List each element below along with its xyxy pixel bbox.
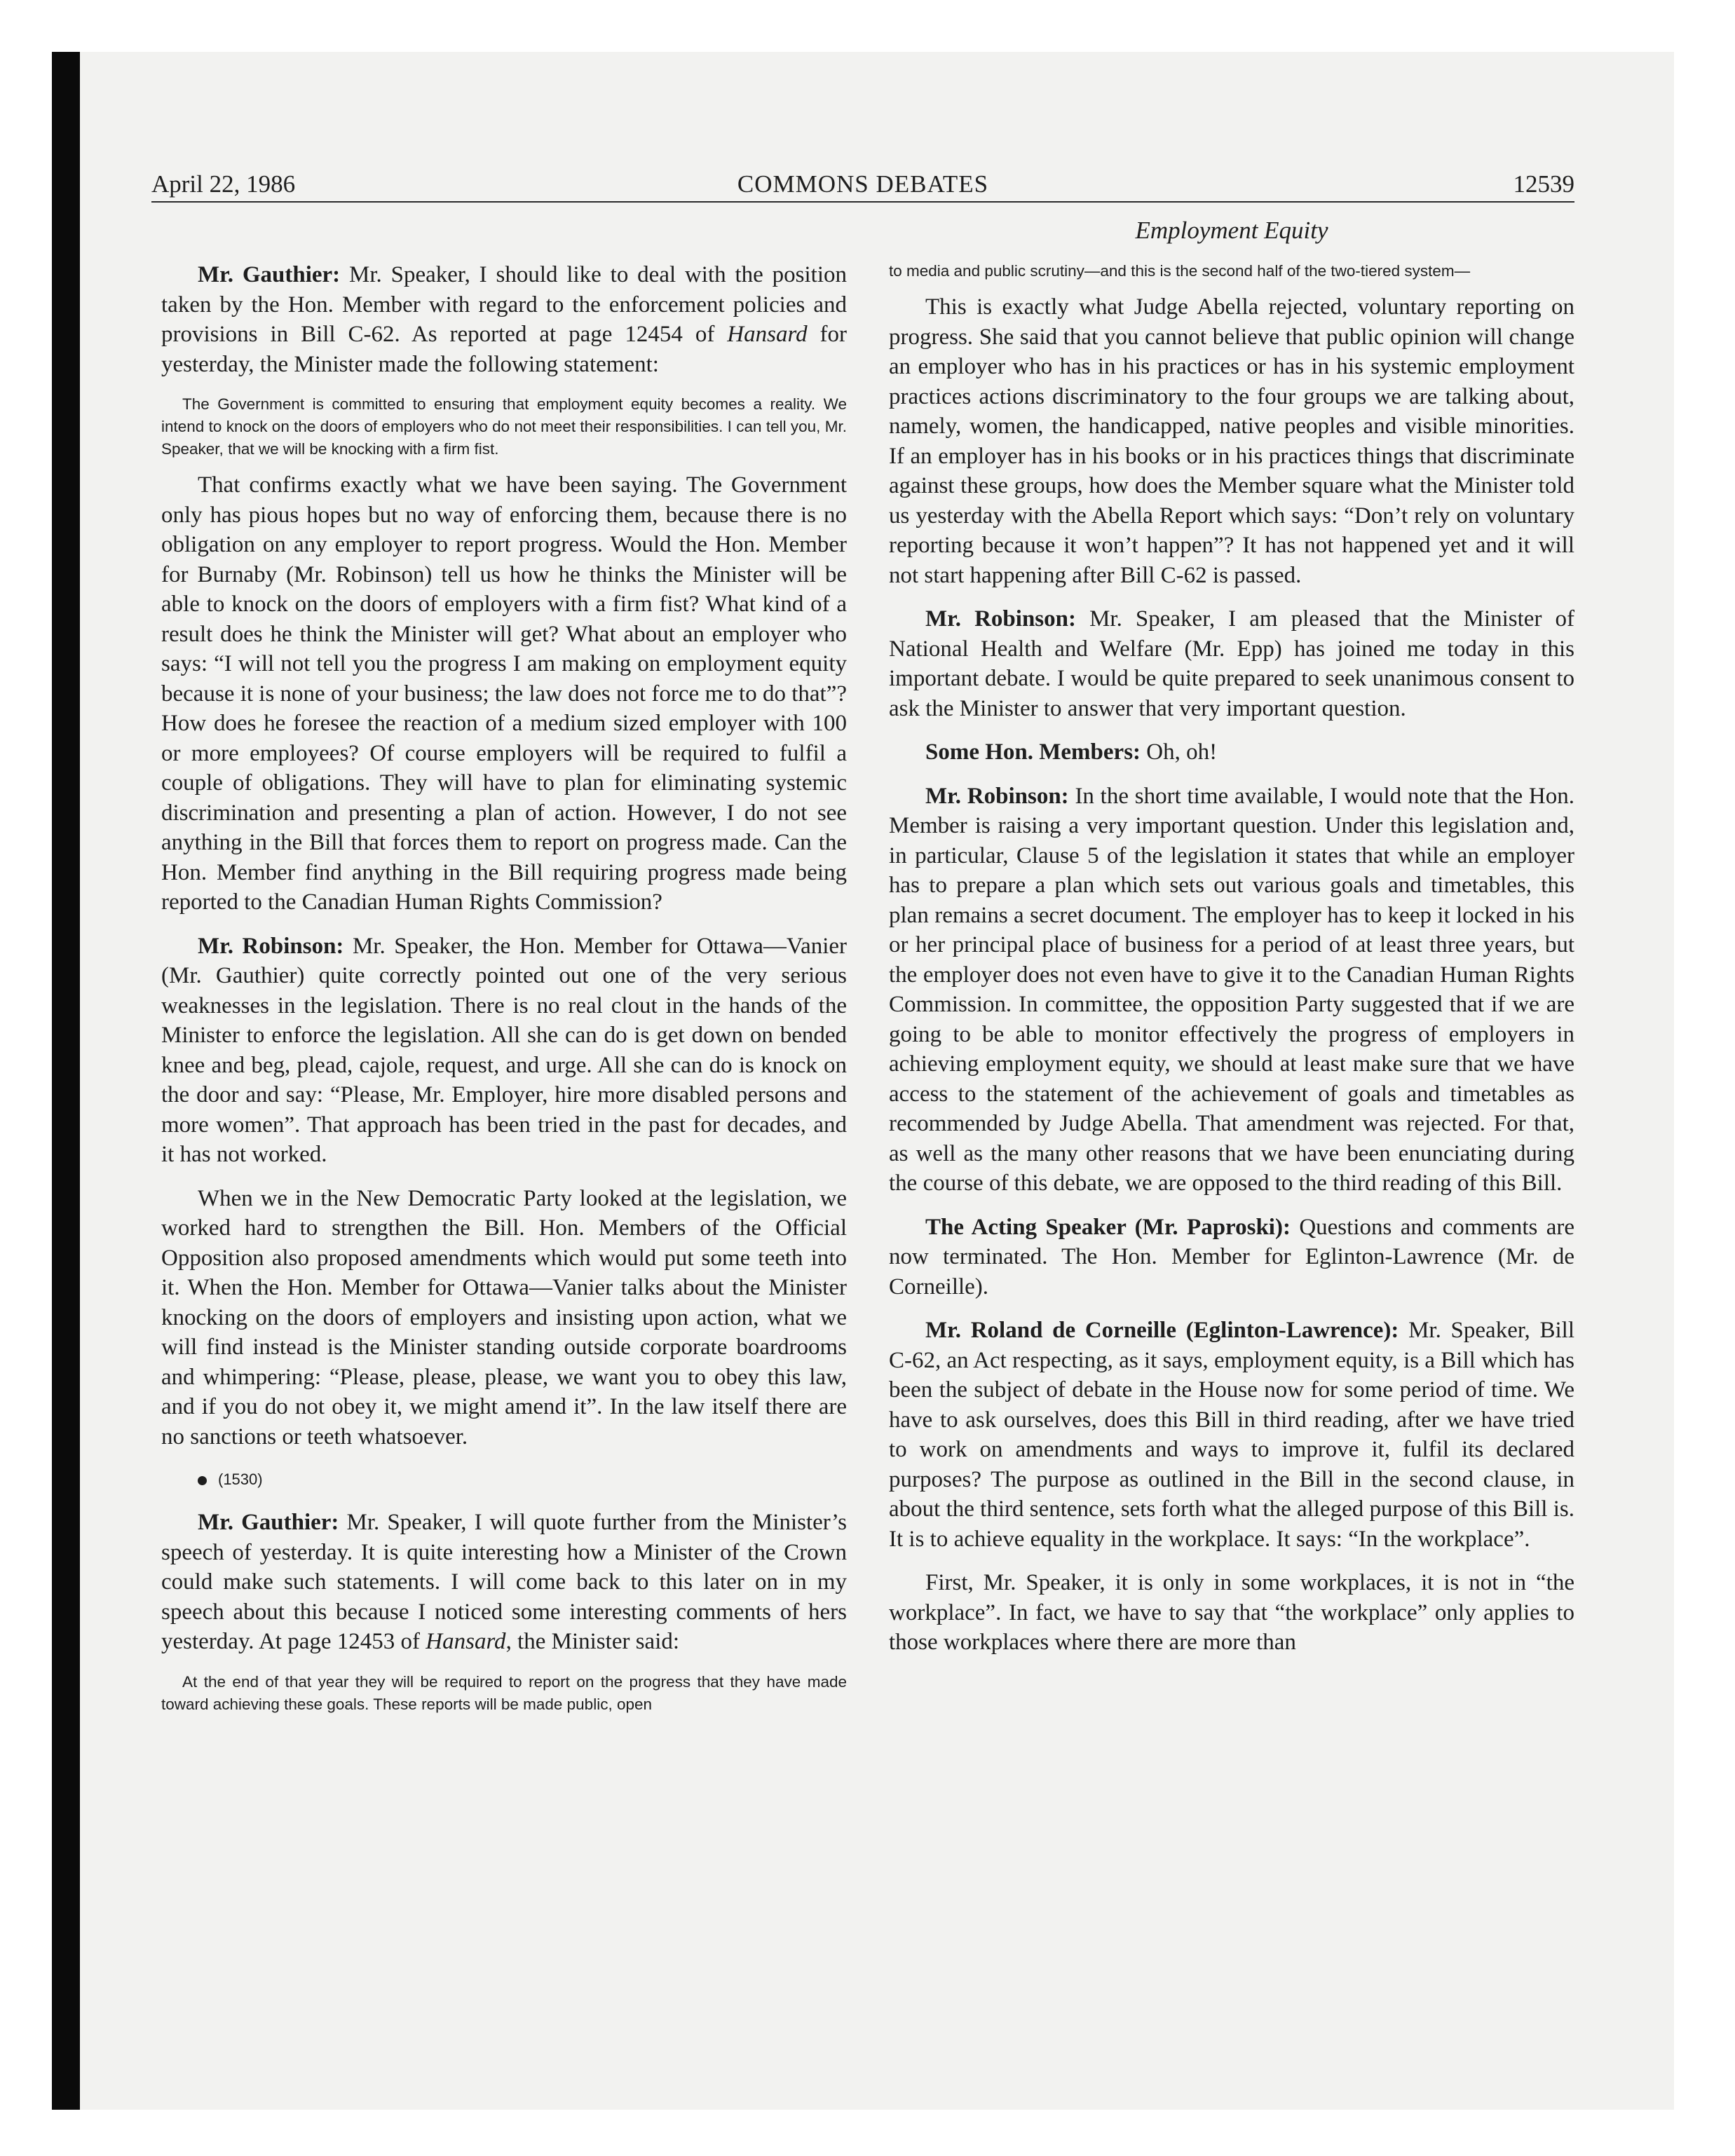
speaker-name: Mr. Robinson:	[925, 606, 1076, 632]
text-run: That confirms exactly what we have been saying. The Government only has pious hopes but no way of enforcing them, because there is no obligation on any employer to report progress. Would the Hon. Member for Burnaby (Mr. Robinson) tell us how he thinks the Minister will be able to knock on the doors of employers with a firm fist? What kind of a result does he think the Minister will get? What about an employer who says: “I will not tell you the progress I am making on employment equity because it is none of your business; the law does not force me to do that”? How does he foresee the reaction of a medium sized employer with 100 or more employees? Of course employers will be required to fulfil a couple of obligations. They will have to plan for eliminating systemic discrimination and presenting a plan of action. However, I do not see anything in the Bill that forces them to report on progress made. Can the Hon. Member find anything in the Bill requiring progress made being reported to the Canadian Human Rights Commission?	[161, 472, 847, 915]
text-run: This is exactly what Judge Abella rejected, voluntary reporting on progress. She said that you cannot believe that public opinion will change an employer who has in his practices or has in his systemic employment practices actions discriminatory to the four groups we are talking about, namely, women, the handicapped, native peoples and visible minorities. If an employer has in his books or in his practices things that discriminate against these groups, how does the Member square what the Minister told us yesterday with the Abella Report which says: “Don’t rely on voluntary reporting because it won’t happen”? It has not happened yet and it will not start happening after Bill C-62 is passed.	[889, 294, 1574, 588]
text-run: Mr. Speaker, I am pleased that the Minister of National Health and Welfare (Mr. Epp) has joined me today in this important debate. I would be quite prepared to seek unanimous consent to ask the Minister to answer that very important question.	[889, 606, 1575, 721]
time-marker	[161, 1466, 847, 1494]
speech-paragraph	[889, 1316, 1574, 1554]
text-run: , the Minister said:	[505, 1629, 680, 1654]
text-run: At the end of that year they will be required to report on the progress that they have made toward achieving these goals. These reports will be made public, open	[161, 1672, 847, 1713]
paragraph	[889, 292, 1574, 590]
speech-paragraph	[889, 782, 1574, 1199]
speaker-name: Mr. Gauthier:	[198, 262, 341, 287]
publication-title: Hansard	[426, 1629, 506, 1654]
time-marker-text: (1530)	[218, 1471, 263, 1488]
scan-edge-bar	[52, 52, 80, 2110]
text-run: Oh, oh!	[1146, 739, 1218, 765]
publication-title: Hansard	[727, 322, 808, 347]
speech-paragraph	[889, 737, 1574, 767]
text-run: When we in the New Democratic Party looked at the legislation, we worked hard to strengthen the Bill. Hon. Members of the Official Opposition also proposed amendments which would put some teeth into it. When the Hon. Member for Ottawa—Vanier talks about the Minister knocking on the doors of employers and insisting upon action, what we will find instead is the Minister standing outside corporate boardrooms and whimpering: “Please, please, please, we want you to obey this law, and if you do not obey it, we might amend it”. In the law itself there are no sanctions or teeth whatsoever.	[161, 1185, 847, 1449]
speaker-name: Mr. Robinson:	[198, 933, 344, 959]
quoted-passage	[161, 1671, 847, 1716]
text-run: The Government is committed to ensuring that employment equity becomes a reality. We intend to knock on the doors of employers who do not meet their responsibilities. I can tell you, Mr. Speaker, that we will be knocking with a firm fist.	[161, 395, 847, 458]
speech-paragraph	[161, 932, 847, 1170]
bullet-icon	[198, 1476, 207, 1485]
speaker-name: Mr. Roland de Corneille (Eglinton-Lawrence):	[925, 1318, 1399, 1343]
text-run: Mr. Speaker, the Hon. Member for Ottawa—Vanier (Mr. Gauthier) quite correctly pointed out one of the very serious weaknesses in the legislation. There is no real clout in the hands of the Minister to enforce the legislation. All she can do is get down on bended knee and beg, plead, cajole, request, and urge. All she can do is knock on the door and say: “Please, Mr. Employer, hire more disabled persons and more women”. That approach has been tried in the past for decades, and it has not worked.	[161, 933, 848, 1167]
text-run: Mr. Speaker, I will quote further from the Minister’s speech of yesterday. It is quite interesting how a Minister of the Crown could make such statements. I will come back to this later on in my speech about this because I noticed some interesting comments of hers yesterday. At page 12453 of	[161, 1510, 847, 1654]
header-date: April 22, 1986	[151, 170, 296, 198]
section-heading: Employment Equity	[1135, 217, 1328, 244]
header-rule	[151, 201, 1574, 203]
quoted-passage	[161, 393, 847, 460]
speaker-name: The Acting Speaker (Mr. Paproski):	[925, 1214, 1291, 1240]
speech-paragraph	[889, 604, 1574, 723]
text-run: In the short time available, I would note that the Hon. Member is raising a very important question. Under this legislation and, in particular, Clause 5 of the legislation it states that while an employer has to prepare a plan which sets out various goals and timetables, this plan remains a secret document. The employer has to keep it locked in his or her principal place of business for a period of at least three years, but the employer does not even have to give it to the Canadian Human Rights Commission. In committee, the opposition Party suggested that if we are going to be able to monitor effectively the progress of employers in achieving employment equity, we should at least make sure that we have access to the statement of the achievement of goals and timetables as recommended by Judge Abella. That amendment was rejected. For that, as well as the many other reasons that we have been enunciating during the course of this debate, we are opposed to the third reading of this Bill.	[889, 783, 1575, 1196]
paragraph	[889, 1568, 1574, 1658]
speaker-name: Some Hon. Members:	[925, 739, 1141, 765]
paragraph	[161, 1184, 847, 1452]
paragraph	[161, 470, 847, 917]
text-run: Questions and comments are now terminated. The Hon. Member for Eglinton-Lawrence (Mr. de Corneille).	[889, 1214, 1574, 1299]
text-run: Mr. Speaker, Bill C-62, an Act respecting, as it says, employment equity, is a Bill which has been the subject of debate in the House now for some period of time. We have to ask ourselves, does this Bill in third reading, after we have tried to work on amendments and ways to improve it, fulfil its declared purposes? The purpose as outlined in the Bill in the second clause, in about the third sentence, sets forth what the alleged purpose of this Bill is. It is to achieve equality in the workplace. It says: “In the workplace”.	[889, 1318, 1574, 1552]
text-run: to media and public scrutiny—and this is the second half of the two-tiered system—	[889, 262, 1471, 280]
speech-paragraph	[161, 260, 847, 379]
left-column	[161, 260, 847, 1726]
text-run: Mr. Speaker, I should like to deal with the position taken by the Hon. Member with regard to the enforcement policies and provisions in Bill C-62. As reported at page 12454 of	[161, 262, 847, 347]
page-header	[151, 167, 1574, 202]
text-run: for yesterday, the Minister made the following statement:	[161, 322, 847, 377]
header-publication: COMMONS DEBATES	[737, 170, 989, 198]
speaker-name: Mr. Gauthier:	[198, 1510, 339, 1535]
quoted-passage	[889, 260, 1574, 282]
speaker-name: Mr. Robinson:	[925, 783, 1069, 809]
speech-paragraph	[161, 1508, 847, 1657]
speech-paragraph	[889, 1213, 1574, 1302]
header-page-number: 12539	[1513, 170, 1574, 198]
right-column	[889, 260, 1574, 1672]
text-run: First, Mr. Speaker, it is only in some workplaces, it is not in “the workplace”. In fact, we have to say that “the workplace” only applies to those workplaces where there are more than	[889, 1570, 1574, 1655]
